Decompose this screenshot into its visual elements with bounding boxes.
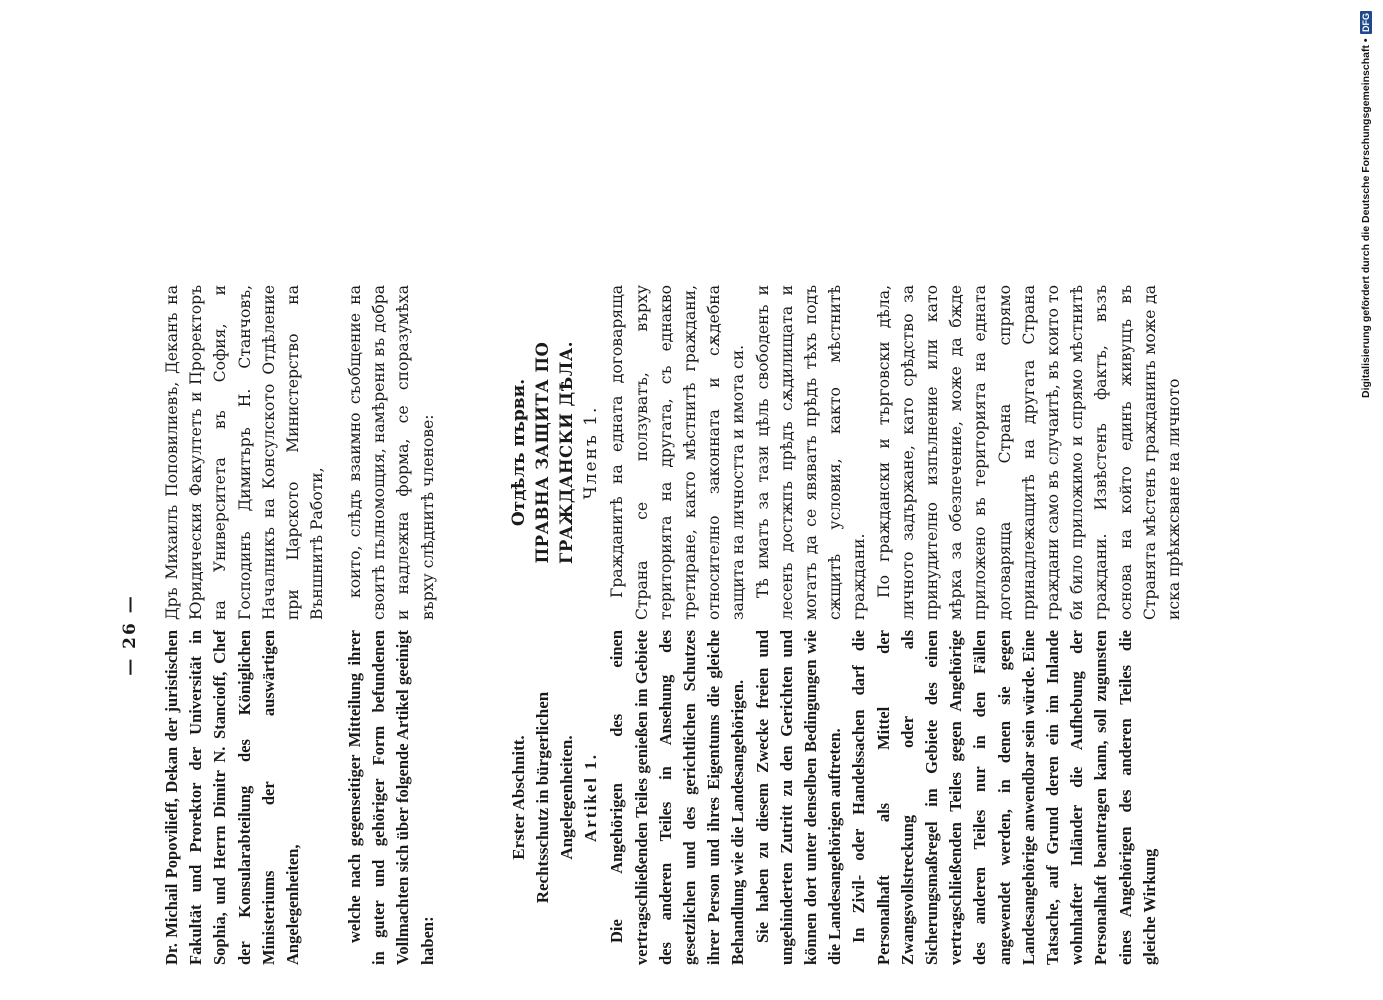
german-article-title: Artikel 1. xyxy=(581,753,601,842)
german-section-title: Erster Abschnitt. xyxy=(509,735,528,860)
page-number: — 26 — xyxy=(120,594,140,676)
german-intro-2: welche nach gegenseitiger Mitteilung ihrer in guter und gehöriger Form befundenen Vollmachten sich über folgende Artikel geeinigt haben: xyxy=(345,630,437,965)
bulgarian-intro-1: Дръ Михаилъ Поповилиевъ, Деканъ на Юридическия Факултетъ и Проректоръ на Университета въ София, и Господинъ Димитъръ Н. Станчовъ, Началникъ на Консулското Отдѣление при Царското Министерство на Външнитѣ Работи, xyxy=(163,285,327,620)
dfg-logo-icon: DFG xyxy=(1361,13,1371,33)
bulgarian-intro-2: които, слѣдъ взаимно съобщение на своитѣ пълномощия, намѣрени въ добра и надлежна форма, се споразумѣха върху слѣднитѣ членове: xyxy=(346,285,437,620)
bulgarian-paragraph-1: Гражданитѣ на едната договаряща Страна се ползуватъ, върху територията на другата, съ еднакво третиране, както мѣстнитѣ граждани, относително законната и сѫдебна защита на личността и имота си. xyxy=(608,285,748,620)
german-heading xyxy=(507,630,603,965)
german-paragraph-2: Sie haben zu diesem Zwecke freien und ungehinderten Zutritt zu den Gerichten und können dort unter denselben Bedingungen wie die Landesangehörigen auftreten. xyxy=(752,630,845,965)
bulgarian-paragraph-2: Тѣ иматъ за тази цѣль свободенъ и лесенъ достжпъ прѣдъ сѫдилищата и могатъ да се явяватъ прѣдъ тѣхъ подъ сжщитѣ условия, както мѣстнитѣ граждани. xyxy=(753,285,869,620)
bulgarian-heading xyxy=(507,285,603,620)
german-chapter-title: Rechtsschutz in bürgerlichen Angelegenheiten. xyxy=(533,691,577,904)
german-paragraph-1: Die Angehörigen des einen vertragschließenden Teiles genießen im Gebiete des anderen Teiles in Ansehung des gesetzlichen und des gerichtlichen Schutzes ihrer Person und ihres Eigentums die gleiche Behandlung wie die Landesangehörigen. xyxy=(607,630,748,965)
rotated-page xyxy=(110,275,1250,995)
bulgarian-column xyxy=(160,285,1186,620)
bulgarian-section-title: Отдѣлъ първи. xyxy=(509,378,529,527)
watermark-text: Digitalisierung gefördert durch die Deutsche Forschungsgemeinschaft • xyxy=(1360,38,1372,398)
german-intro-1: Dr. Michail Popovilieff, Dekan der juristischen Fakultät und Prorektor der Universität in Sophia, und Herrn Dimitr N. Stancioff, Chef der Konsularabteilung des Königlichen Ministeriums der auswärtigen Angelegenheiten, xyxy=(162,630,303,965)
dfg-watermark xyxy=(1353,6,1379,398)
german-column xyxy=(160,630,1162,965)
bulgarian-article-title: Членъ 1. xyxy=(581,405,602,500)
german-paragraph-3: In Zivil- oder Handelssachen darf die Personalhaft als Mittel der Zwangsvollstreckung oder als Sicherungsmaßregel im Gebiete des einen vertragschließenden Teiles gegen Angehörige des anderen Teiles nur in den Fällen angewendet werden, in denen sie gegen Landesangehörige anwendbar sein würde. Eine Tatsache, auf Grund deren ein im Inlande wohnhafter Inländer die Aufhebung der Personalhaft beantragen kann, soll zugunsten eines Angehörigen des anderen Teiles die gleiche Wirkung xyxy=(849,630,1159,965)
bulgarian-paragraph-3: По граждански и търговски дѣла, личното задържане, като срѣдство за принудително изпълнение или като мѣрка за обезпечение, може да бжде приложено въ територията на едната договаряща Страна спрямо принадлежащитѣ на другата Страна граждани само въ случаитѣ, въ които то би било приложимо и спрямо мѣстнитѣ граждани. Извѣстенъ фактъ, възъ основа на който единъ живущъ въ Странята мѣстенъ гражданинъ може да иска прѣкжсване на личното xyxy=(874,285,1184,620)
bulgarian-chapter-title: ПРАВНА ЗАЩИТА ПО ГРАЖДАНСКИ ДѢЛА. xyxy=(533,340,577,565)
